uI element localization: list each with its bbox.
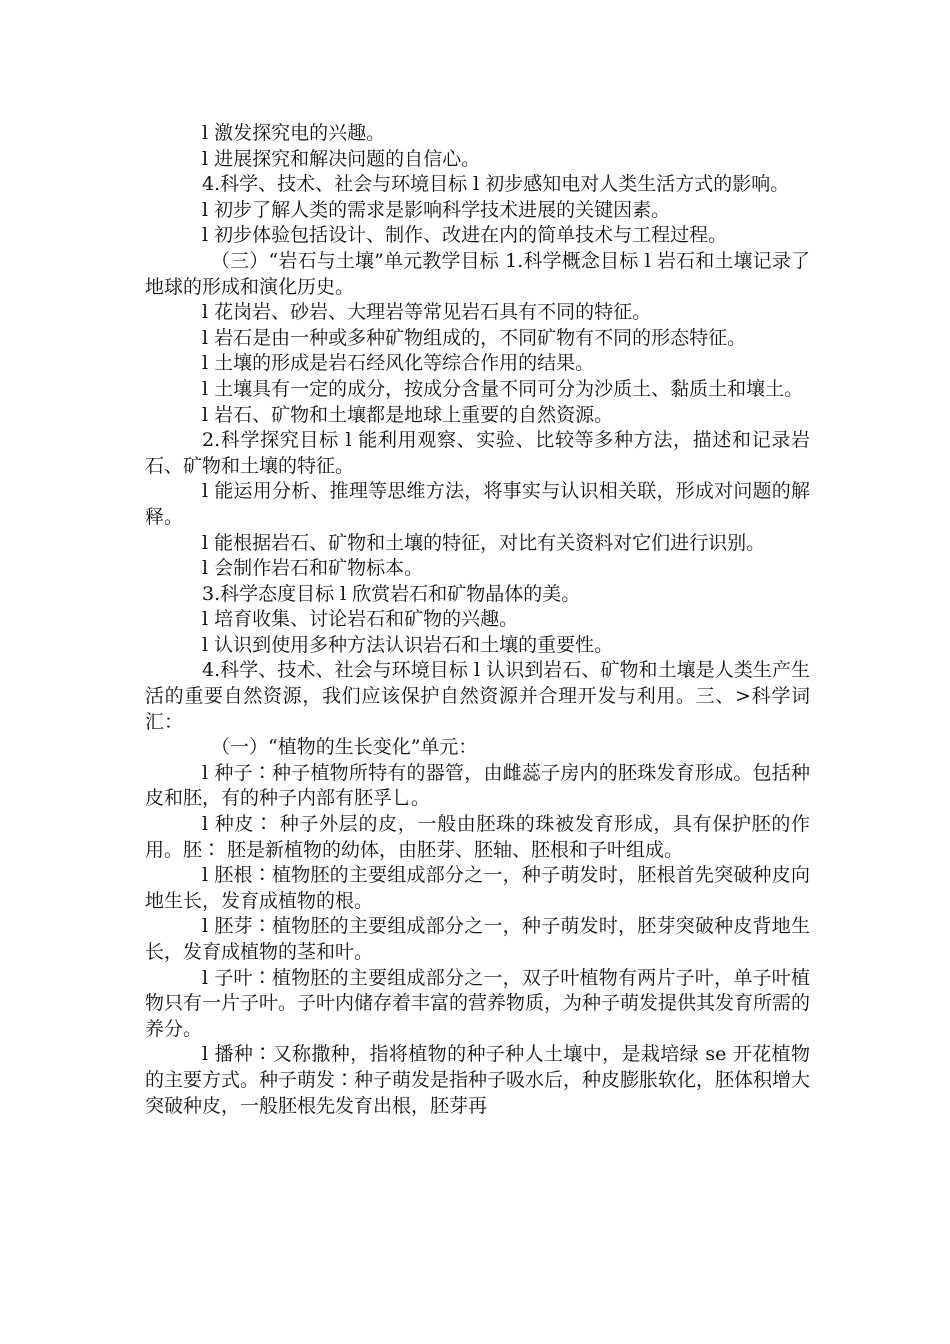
paragraph: l 进展探究和解决问题的自信心。 xyxy=(202,147,481,170)
paragraph: 2.科学探究目标 l 能利用观察、实验、比较等多种方法，描述和记录岩石、矿物和土壤的特征。 xyxy=(145,429,810,477)
paragraph: l 子叶∶植物胚的主要组成部分之一，双子叶植物有两片子叶，单子叶植物只有一片子叶。子叶内储存着丰富的营养物质，为种子萌发提供其发育所需的养分。 xyxy=(145,966,811,1040)
paragraph: l 激发探究电的兴趣。 xyxy=(202,122,386,144)
paragraph: l 培育收集、讨论岩石和矿物的兴趣。 xyxy=(202,608,519,631)
paragraph: l 胚根∶植物胚的主要组成部分之一，种子萌发时，胚根首先突破种皮向地生长，发育成植物的根。 xyxy=(145,864,810,912)
paragraph: l 岩石是由一种或多种矿物组成的，不同矿物有不同的形态特征。 xyxy=(202,326,747,349)
document-body xyxy=(145,121,810,1119)
paragraph: l 初步了解人类的需求是影响科学技术进展的关键因素。 xyxy=(202,198,671,221)
section-heading-paragraph: （一）“植物的生长变化”单元： xyxy=(211,736,478,759)
paragraph: l 土壤的形成是岩石经风化等综合作用的结果。 xyxy=(202,352,595,375)
paragraph: l 胚芽∶植物胚的主要组成部分之一，种子萌发时，胚芽突破种皮背地生长，发育成植物的茎和叶。 xyxy=(145,915,810,963)
paragraph: l 会制作岩石和矿物标本。 xyxy=(202,557,424,580)
paragraph: l 认识到使用多种方法认识岩石和土壤的重要性。 xyxy=(202,633,614,656)
paragraph: l 种子∶种子植物所特有的器管，由雌蕊子房内的胚珠发育形成。包括种皮和胚，有的种子内部有胚孚乚。 xyxy=(145,761,810,810)
paragraph: l 种皮∶ 种子外层的皮，一般由胚珠的珠被发育形成，具有保护胚的作用。胚∶ 胚是新植物的幼体，由胚芽、胚轴、胚根和子叶组成。 xyxy=(145,813,810,861)
paragraph: l 花岗岩、砂岩、大理岩等常见岩石具有不同的特征。 xyxy=(202,301,652,324)
paragraph: 4.科学、技术、社会与环境目标 l 初步感知电对人类生活方式的影响。 xyxy=(202,173,790,196)
paragraph: l 播种∶又称撒种，指将植物的种子种人土壤中，是栽培绿 se 开花植物的主要方式。种子萌发∶种子萌发是指种子吸水后，种皮膨胀软化，胚体积增大突破种皮，一般胚根先发育出根，胚芽再 xyxy=(145,1043,811,1117)
paragraph: l 土壤具有一定的成分，按成分含量不同可分为沙质土、黏质土和壤土。 xyxy=(202,377,804,400)
section-heading-paragraph: （三）“岩石与土壤”单元教学目标 1.科学概念目标 l 岩石和土壤记录了地球的形成和演化历史。 xyxy=(145,249,810,298)
paragraph: l 岩石、矿物和土壤都是地球上重要的自然资源。 xyxy=(202,403,614,426)
paragraph: 3.科学态度目标 l 欣赏岩石和矿物晶体的美。 xyxy=(202,582,581,605)
paragraph: l 能运用分析、推理等思维方法，将事实与认识相关联，形成对问题的解释。 xyxy=(145,480,810,528)
paragraph: l 能根据岩石、矿物和土壤的特征，对比有关资料对它们进行识别。 xyxy=(202,531,766,554)
paragraph: l 初步体验包括设计、制作、改进在内的简单技术与工程过程。 xyxy=(202,224,728,247)
paragraph: 4.科学、技术、社会与环境目标 l 认识到岩石、矿物和土壤是人类生产生活的重要自然资源，我们应该保护自然资源并合理开发与利用。三、>科学词汇： xyxy=(145,659,810,733)
